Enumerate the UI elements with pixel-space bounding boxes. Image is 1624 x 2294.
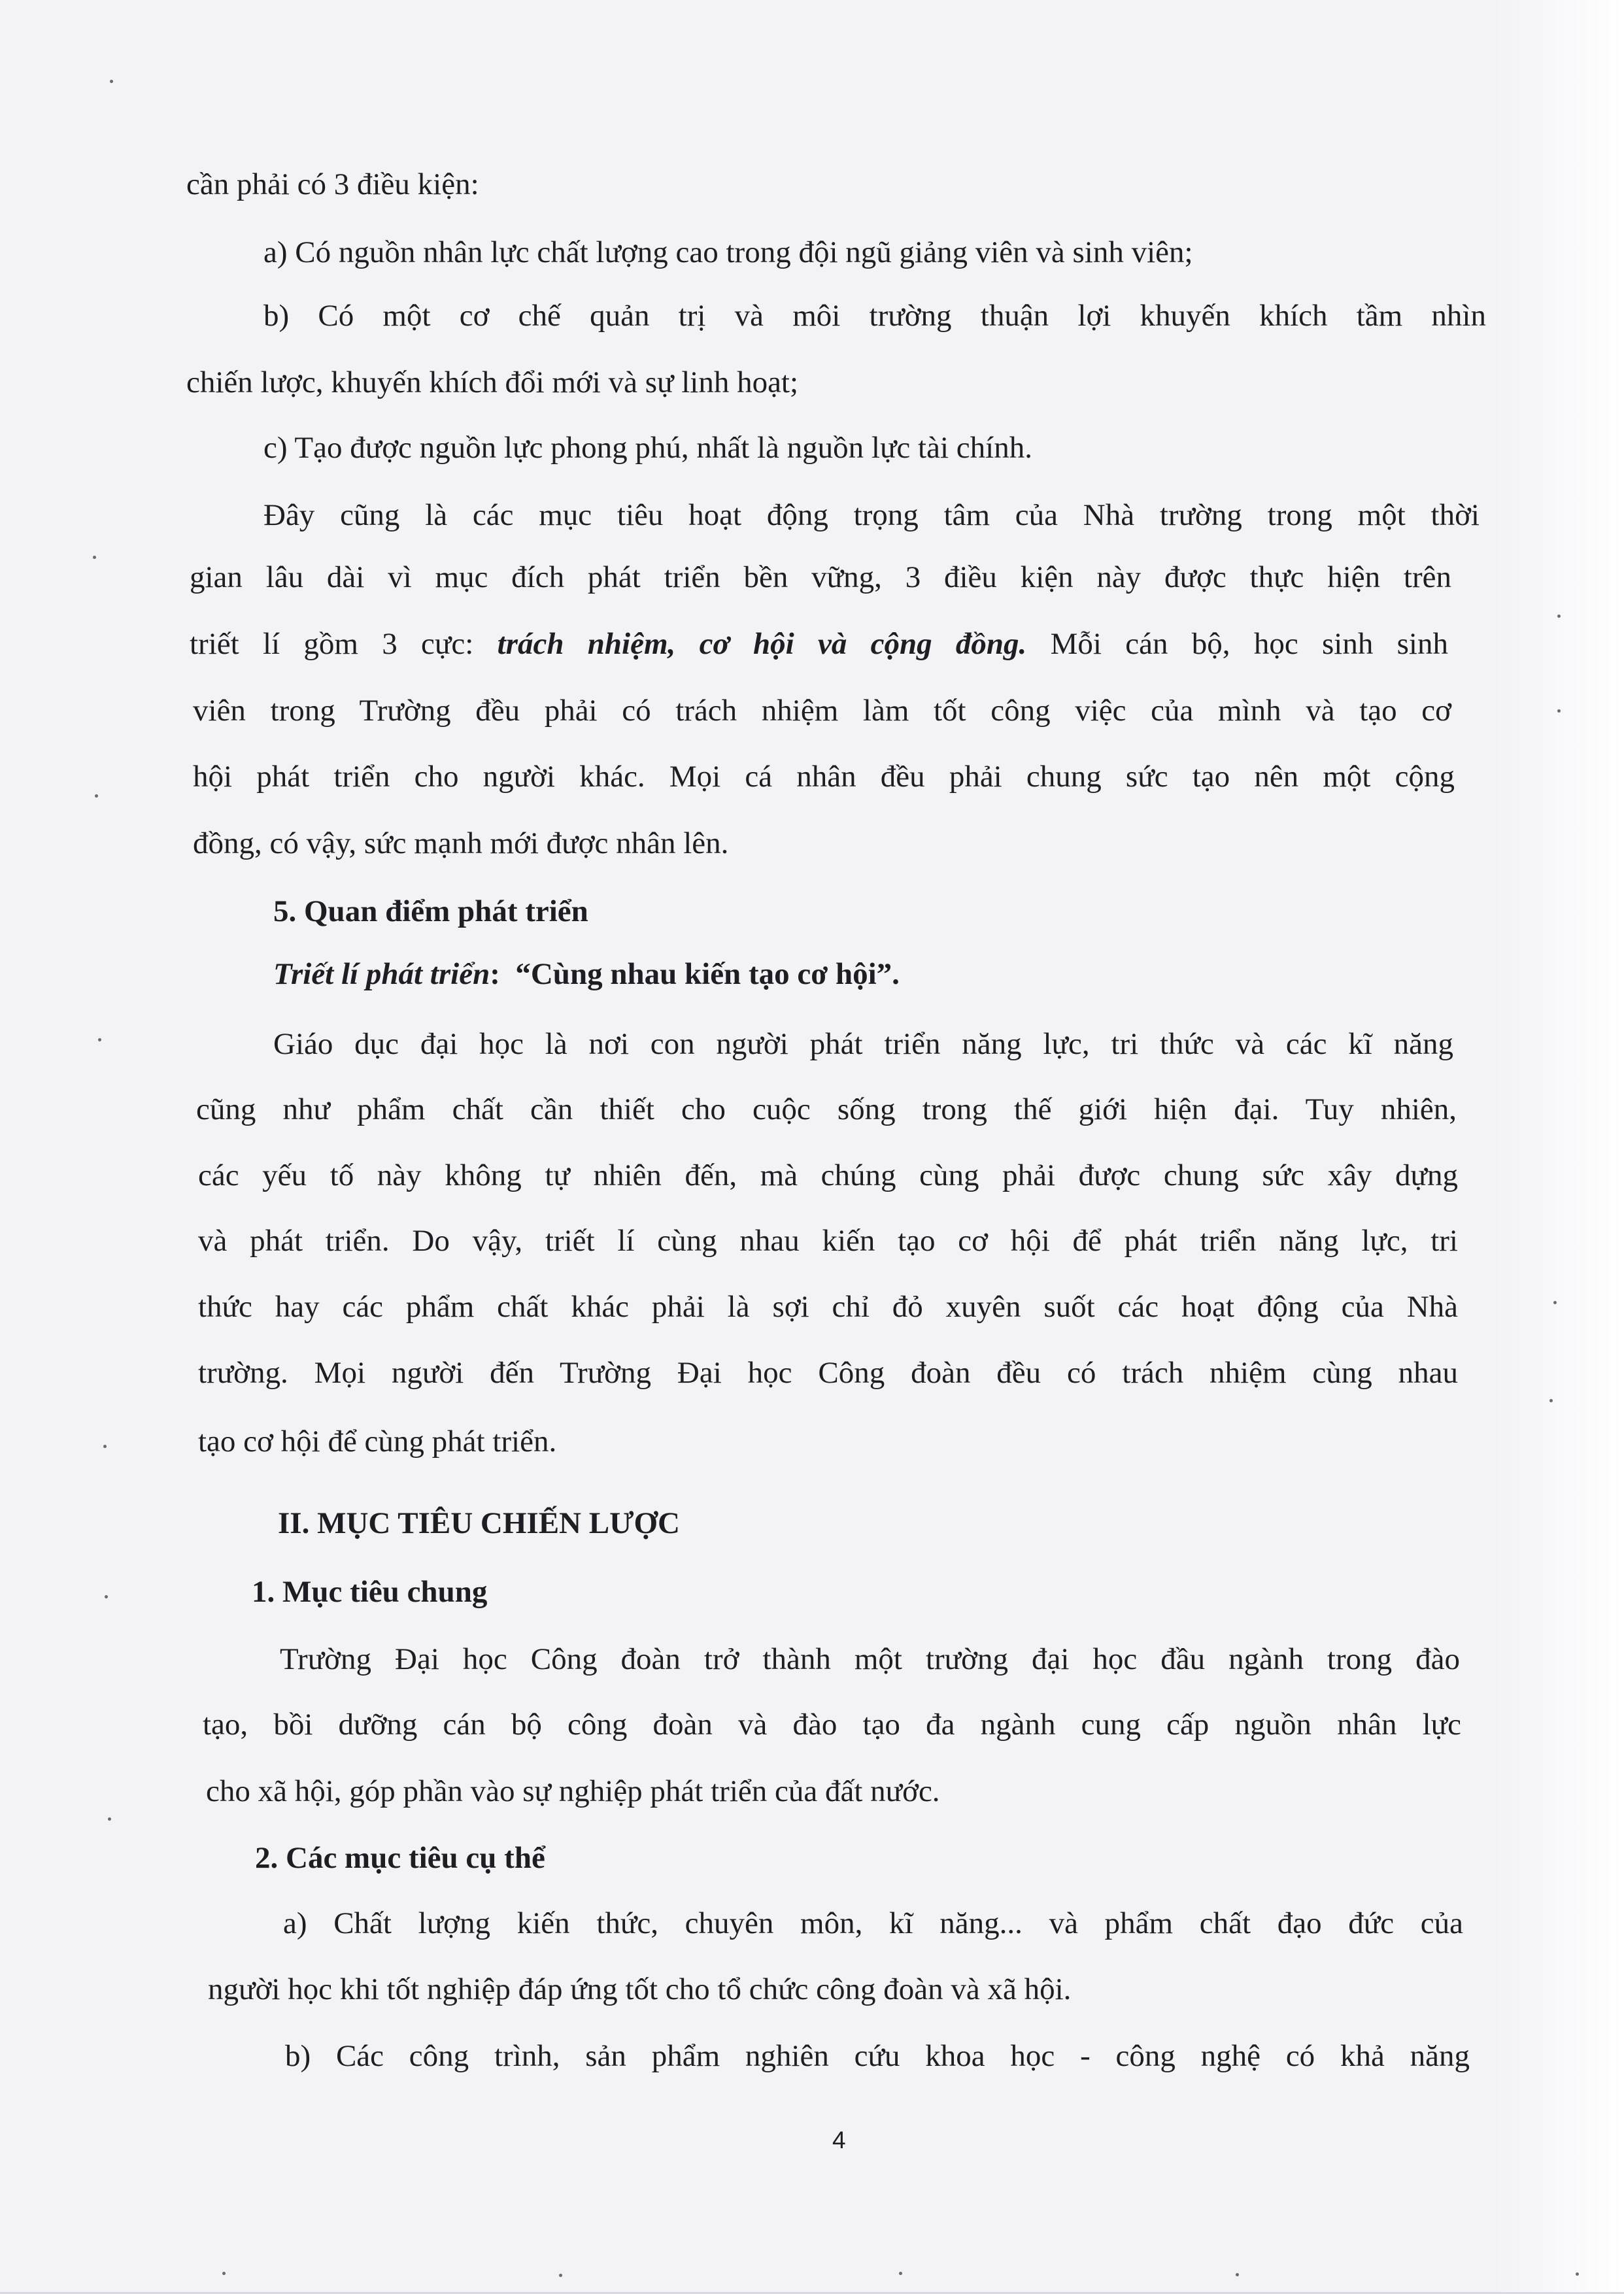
list-item-a: a) Có nguồn nhân lực chất lượng cao trong đội ngũ giảng viên và sinh viên;: [263, 235, 1193, 269]
paragraph-line: người học khi tốt nghiệp đáp ứng tốt cho tổ chức công đoàn và xã hội.: [208, 1972, 1072, 2006]
scan-speck: [1549, 1399, 1553, 1402]
scan-speck: [98, 1038, 101, 1041]
scan-speck: [899, 2272, 902, 2275]
motto-label: Triết lí phát triển: [273, 957, 490, 991]
heading-text: 2. Các mục tiêu cụ thể: [255, 1841, 545, 1875]
paragraph-line: [190, 624, 1448, 664]
scan-page-edge: [1493, 0, 1624, 2294]
scan-speck: [1236, 2273, 1239, 2276]
paragraph-line: Đây cũng là các mục tiêu hoạt động trọng tâm của Nhà trường trong một thời: [263, 498, 1480, 532]
heading-text: 1. Mục tiêu chung: [252, 1575, 488, 1609]
chapter-heading: [278, 1504, 680, 1543]
text-line: cần phải có 3 điều kiện:: [186, 167, 479, 201]
heading-text: II. MỤC TIÊU CHIẾN LƯỢC: [278, 1506, 680, 1540]
scan-speck: [1557, 615, 1561, 618]
scan-speck: [1576, 2272, 1579, 2276]
motto-colon: :: [490, 957, 500, 991]
subsection-heading: [255, 1838, 545, 1878]
list-item-b: b) Có một cơ chế quản trị và môi trường thuận lợi khuyến khích tầm nhìn: [263, 299, 1486, 333]
paragraph-line: viên trong Trường đều phải có trách nhiệm làm tốt công việc của mình và tạo cơ: [193, 694, 1451, 728]
motto-line: [273, 954, 900, 994]
paragraph-line: hội phát triển cho người khác. Mọi cá nhân đều phải chung sức tạo nên một cộng: [193, 760, 1455, 794]
motto-text: “Cùng nhau kiến tạo cơ hội”.: [515, 957, 900, 991]
emphasis-text: trách nhiệm, cơ hội và cộng đồng.: [497, 627, 1027, 661]
heading-text: 5. Quan điểm phát triển: [273, 894, 588, 928]
scan-speck: [222, 2272, 226, 2275]
scan-speck: [93, 556, 96, 559]
scan-speck: [1553, 1301, 1557, 1304]
scan-speck: [105, 1595, 108, 1598]
paragraph-line: gian lâu dài vì mục đích phát triển bền vững, 3 điều kiện này được thực hiện trên: [190, 560, 1451, 594]
scan-speck: [103, 1445, 107, 1448]
scan-speck: [1557, 709, 1561, 713]
paragraph-line: tạo, bồi dưỡng cán bộ công đoàn và đào tạo đa ngành cung cấp nguồn nhân lực: [203, 1708, 1461, 1742]
page-number: 4: [832, 2127, 846, 2153]
paragraph-line: tạo cơ hội để cùng phát triển.: [198, 1425, 557, 1459]
section-heading: [273, 892, 588, 931]
paragraph-line: trường. Mọi người đến Trường Đại học Công đoàn đều có trách nhiệm cùng nhau: [198, 1356, 1458, 1390]
paragraph-line: đồng, có vậy, sức mạnh mới được nhân lên.: [193, 826, 729, 860]
paragraph-line: và phát triển. Do vậy, triết lí cùng nhau kiến tạo cơ hội để phát triển năng lực, tri: [198, 1224, 1458, 1258]
paragraph-line: cho xã hội, góp phần vào sự nghiệp phát triển của đất nước.: [206, 1774, 940, 1808]
list-item-c: c) Tạo được nguồn lực phong phú, nhất là nguồn lực tài chính.: [263, 431, 1032, 465]
paragraph-line: các yếu tố này không tự nhiên đến, mà chúng cùng phải được chung sức xây dựng: [198, 1158, 1458, 1192]
text-line: chiến lược, khuyến khích đổi mới và sự linh hoạt;: [186, 365, 799, 399]
list-item-b: b) Các công trình, sản phẩm nghiên cứu khoa học - công nghệ có khả năng: [285, 2039, 1470, 2073]
text-segment: triết lí gồm 3 cực:: [190, 627, 498, 661]
paragraph-line: cũng như phẩm chất cần thiết cho cuộc sống trong thế giới hiện đại. Tuy nhiên,: [196, 1092, 1457, 1126]
scan-speck: [95, 794, 98, 798]
paragraph-line: thức hay các phẩm chất khác phải là sợi chỉ đỏ xuyên suốt các hoạt động của Nhà: [198, 1290, 1458, 1324]
scan-speck: [559, 2274, 562, 2277]
scan-speck: [110, 80, 113, 83]
list-item-a: a) Chất lượng kiến thức, chuyên môn, kĩ năng... và phẩm chất đạo đức của: [283, 1906, 1463, 1940]
text-segment: Mỗi cán bộ, học sinh sinh: [1026, 627, 1448, 661]
paragraph-line: Giáo dục đại học là nơi con người phát triển năng lực, tri thức và các kĩ năng: [273, 1027, 1453, 1061]
scan-speck: [108, 1817, 111, 1821]
subsection-heading: [252, 1572, 487, 1611]
paragraph-line: Trường Đại học Công đoàn trở thành một trường đại học đầu ngành trong đào: [280, 1642, 1460, 1676]
